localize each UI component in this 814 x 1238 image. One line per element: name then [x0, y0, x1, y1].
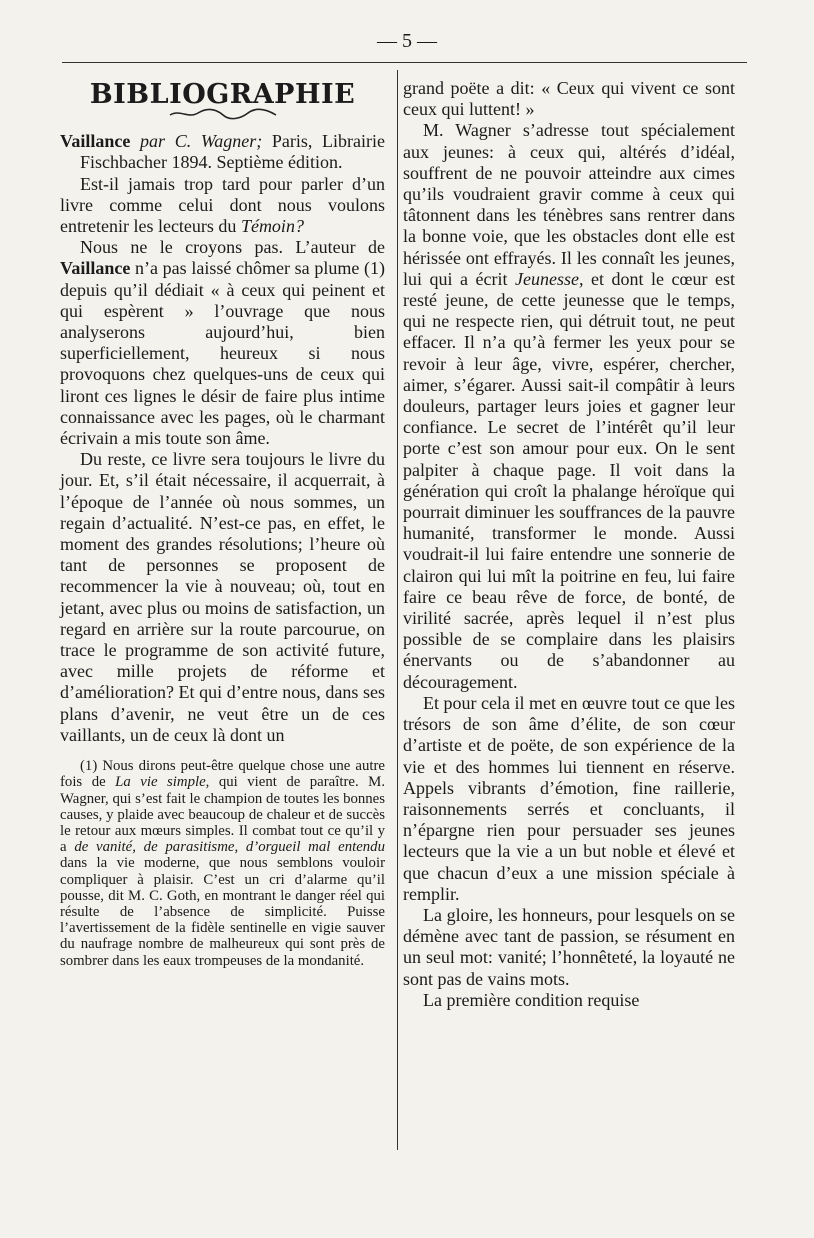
- footnote-italic: La vie simple: [115, 774, 206, 791]
- footnote-italic: de vanité, de parasitisme, d’orgueil mal entendu: [74, 839, 385, 856]
- book-title-inline: Vaillance: [60, 258, 131, 279]
- section-heading: BIBLIOGRAPHIE: [89, 79, 356, 110]
- paragraph-text: Nous ne le croyons pas. L’auteur de: [80, 237, 385, 258]
- column-divider: [397, 70, 398, 1150]
- paragraph-text: M. Wagner s’adresse tout spécialement aux jeunes: à ceux qui, altérés d’idéal, souffrent de ne pouvoir atteindre aux cimes qu’ils voudraient gravir comme à ceux qui tâtonnent dans les ténèbres sans rentrer dans la bonne voie, que les obstacles dont elle est hérissée ont effrayés. Il les connaît les jeunes, lui qui a écrit: [403, 120, 735, 289]
- journal-title: Témoin?: [236, 216, 304, 237]
- left-column: [60, 78, 385, 969]
- footnote: [60, 758, 385, 969]
- paragraph-text: n’a pas laissé chômer sa plume (1) depuis qu’il dédiait « à ceux qui peinent et qui espèrent » l’ouvrage que nous analyserons aujourd’hui, bien superficiellement, heureux si nous provoquons chez quelques-uns de ceux qui liront ces lignes le désir de faire plus intime connaissance avec les pages, où le charmant écrivain a mis toute son âme.: [60, 258, 385, 449]
- paragraph-text: et dont le cœur est resté jeune, de cette jeunesse que le temps, qui ne respecte rien, qui détruit tout, ne peut effacer. Il n’a qu’à fermer les yeux pour se revoir à leur âge, vivre, espérer, chercher, aimer, s’égarer. Aussi sait-il compâtir à leurs douleurs, partager leurs joies et gagner leur confiance. Le secret de l’intérêt qu’il leur porte c’est son amour pour eux. On le sent palpiter à chaque page. Il voit dans la génération qui croît la phalange héroïque qui pourrait diminuer les souffrances de la pauvre humanité, transformer le monde. Aussi voudrait-il lui faire entendre une sonnerie de clairon qui lui mît la poitrine en feu, lui faire faire ce beau rêve de force, de bonté, de virilité sacrée, après lequel il n’est plus possible de se complaire dans les plaisirs énervants ou de s’abandonner au découragement.: [403, 268, 735, 692]
- footnote-text: (1) Nous dirons peut-être quelque chose une autre fois de: [60, 758, 385, 791]
- book-reference: [60, 131, 385, 173]
- paragraph: [60, 174, 385, 238]
- footnote-text: , qui vient de paraître. M. Wagner, qui s’est fait le champion de toutes les bonnes causes, y plaide avec beaucoup de chaleur et de succès le retour aux mœurs simples. Il combat tout ce qu’il y a: [60, 774, 386, 856]
- footnote-text: dans la vie moderne, que nous semblons vouloir compliquer à plaisir. C’est un cri d’alarme qu’il pousse, dit M. C. Goth, en montrant le danger réel qui résulte de l’absence de simplicité. Puisse l’avertissement de la fidèle sentinelle en vigie sauver du naufrage nombre de malheureux qui sont près de sombrer dans les eaux trompeuses de la mondanité.: [60, 855, 385, 969]
- book-by: par: [130, 131, 175, 152]
- paragraph-text: Est-il jamais trop tard pour parler d’un livre comme celui dont nous voulons entretenir les lecteurs du: [60, 173, 385, 237]
- paragraph: La première condition requise: [423, 989, 640, 1010]
- page-number: — 5 —: [377, 30, 437, 52]
- paragraph: [403, 120, 735, 692]
- right-column: [403, 78, 735, 1011]
- paragraph: La gloire, les honneurs, pour lesquels on se démène avec tant de passion, se résument en un seul mot: vanité; l’honnêteté, la loyauté ne sont pas de vains mots.: [403, 904, 735, 989]
- paragraph: [60, 237, 385, 449]
- book-title-italic: Jeunesse,: [515, 268, 584, 289]
- book-publisher: Paris, Librairie Fischbacher 1894. Septième édition.: [80, 131, 385, 173]
- paragraph: Et pour cela il met en œuvre tout ce que les trésors de son âme d’élite, de son cœur d’artiste et de poëte, de son expérience de la vie et des hommes lui tiennent en réserve. Appels vibrants d’émotion, fine raillerie, raisonnements serrés et concluants, il n’épargne rien pour persuader ses jeunes lecteurs que la vie a un but noble et élevé et que chacun d’eux a une mission spéciale à remplir.: [403, 692, 735, 904]
- header-rule: [62, 62, 747, 63]
- book-title: Vaillance: [60, 131, 131, 152]
- paragraph: grand poëte a dit: « Ceux qui vivent ce sont ceux qui luttent! »: [403, 78, 735, 120]
- paragraph: Du reste, ce livre sera toujours le livre du jour. Et, s’il était nécessaire, il acquerrait, à l’époque de l’année où nous sommes, un regain d’actualité. N’est-ce pas, en effet, le moment des grandes résolutions; l’heure où tant de personnes se proposent de recommencer la vie à nouveau; où, tout en jetant, avec plus ou moins de satisfaction, un regard en arrière sur la route parcourue, on trace le programme de son activité future, avec mille projets de réforme et d’amélioration? Et qui d’entre nous, dans ses plans d’avenir, ne veut être un de ces vaillants, un de ceux là dont un: [60, 449, 385, 745]
- book-author: C. Wagner;: [174, 131, 263, 152]
